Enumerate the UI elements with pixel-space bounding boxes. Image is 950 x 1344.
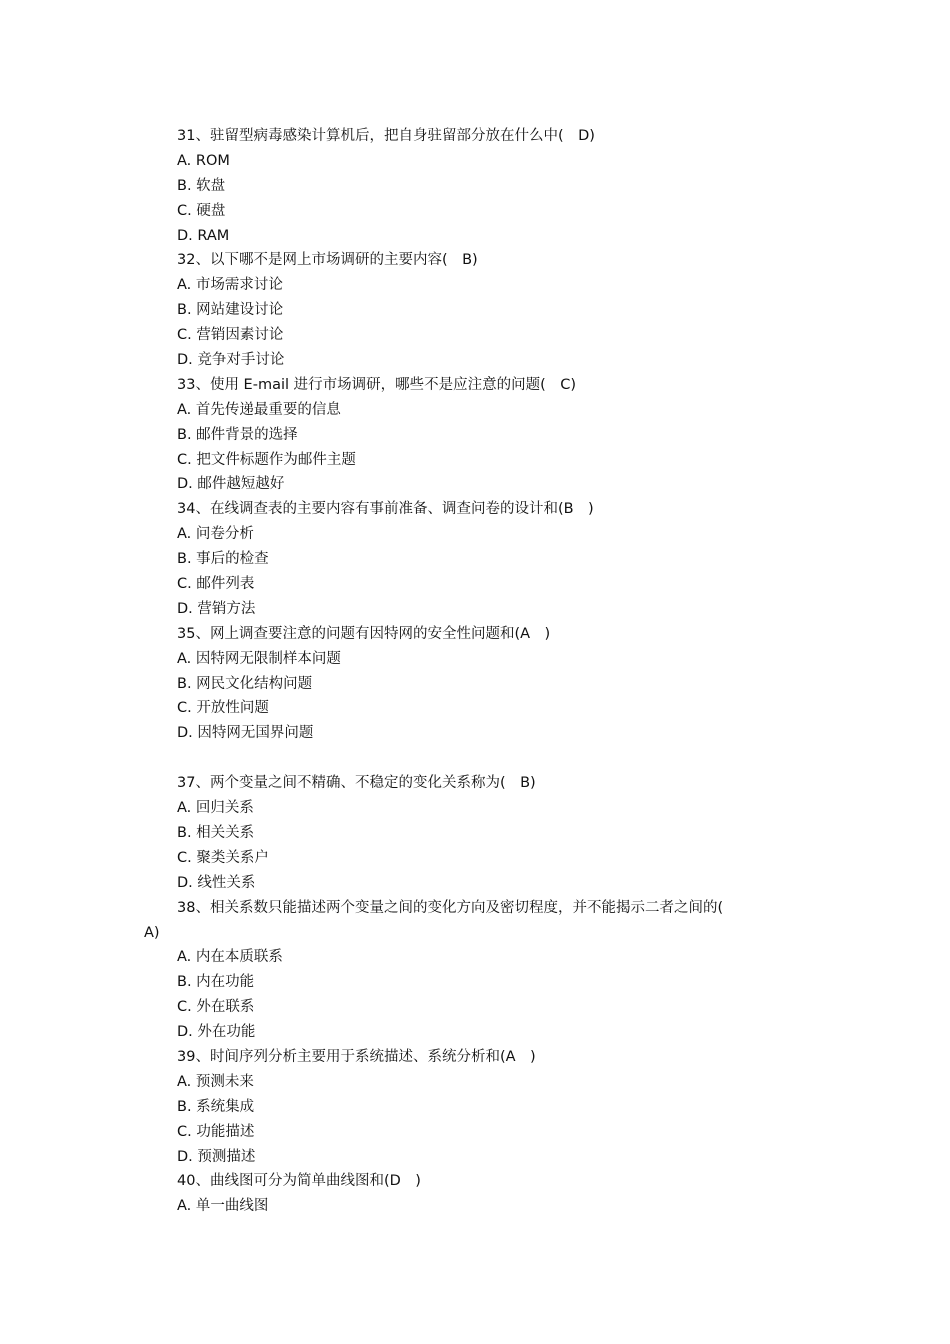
option: B. 相关关系 xyxy=(177,824,255,841)
option: C. 邮件列表 xyxy=(177,576,255,593)
option: C. 营销因素讨论 xyxy=(177,327,284,344)
option: B. 系统集成 xyxy=(177,1098,255,1115)
option: C. 开放性问题 xyxy=(177,700,269,717)
question-31: 31、驻留型病毒感染计算机后，把自身驻留部分放在什么中( D) xyxy=(177,128,595,144)
question-33: 33、使用 E-mail 进行市场调研，哪些不是应注意的问题( C) xyxy=(177,376,577,393)
option: D. 邮件越短越好 xyxy=(177,476,285,493)
question-38: 38、相关系数只能描述两个变量之间的变化方向及密切程度，并不能揭示二者之间的( xyxy=(177,899,724,916)
blank-line xyxy=(0,746,950,771)
option: C. 硬盘 xyxy=(177,202,226,219)
option: A. 因特网无限制样本问题 xyxy=(177,650,341,667)
question-32: 32、以下哪不是网上市场调研的主要内容( B) xyxy=(177,252,478,269)
option: A. ROM xyxy=(177,152,230,169)
option: D. 外在功能 xyxy=(177,1024,256,1041)
option: B. 软盘 xyxy=(177,177,226,194)
option: A. 首先传递最重要的信息 xyxy=(177,401,341,418)
question-39: 39、时间序列分析主要用于系统描述、系统分析和(A ) xyxy=(177,1048,536,1065)
option: A. 市场需求讨论 xyxy=(177,277,283,294)
option: D. RAM xyxy=(177,227,230,244)
option: B. 事后的检查 xyxy=(177,551,269,568)
option: D. 预测描述 xyxy=(177,1148,256,1165)
question-37: 37、两个变量之间不精确、不稳定的变化关系称为( B) xyxy=(177,775,536,792)
option: B. 内在功能 xyxy=(177,974,255,991)
question-35: 35、网上调查要注意的问题有因特网的安全性问题和(A ) xyxy=(177,625,551,642)
option: A. 预测未来 xyxy=(177,1073,254,1090)
option: D. 营销方法 xyxy=(177,600,256,617)
option: C. 把文件标题作为邮件主题 xyxy=(177,451,356,468)
option: D. 线性关系 xyxy=(177,874,256,891)
option: C. 聚类关系户 xyxy=(177,849,269,866)
option: C. 外在联系 xyxy=(177,999,255,1016)
question-40: 40、曲线图可分为简单曲线图和(D ) xyxy=(177,1173,421,1190)
option: D. 因特网无国界问题 xyxy=(177,725,314,742)
question-38-continuation: A) xyxy=(144,924,160,941)
option: B. 邮件背景的选择 xyxy=(177,426,298,443)
option: A. 问卷分析 xyxy=(177,526,254,543)
document-page xyxy=(0,124,950,1219)
option: D. 竞争对手讨论 xyxy=(177,352,285,369)
option: B. 网民文化结构问题 xyxy=(177,675,313,692)
option: B. 网站建设讨论 xyxy=(177,302,284,319)
option: C. 功能描述 xyxy=(177,1123,255,1140)
option: A. 内在本质联系 xyxy=(177,949,283,966)
option: A. 单一曲线图 xyxy=(177,1198,269,1215)
question-34: 34、在线调查表的主要内容有事前准备、调查问卷的设计和(B ) xyxy=(177,501,594,518)
option: A. 回归关系 xyxy=(177,800,254,817)
